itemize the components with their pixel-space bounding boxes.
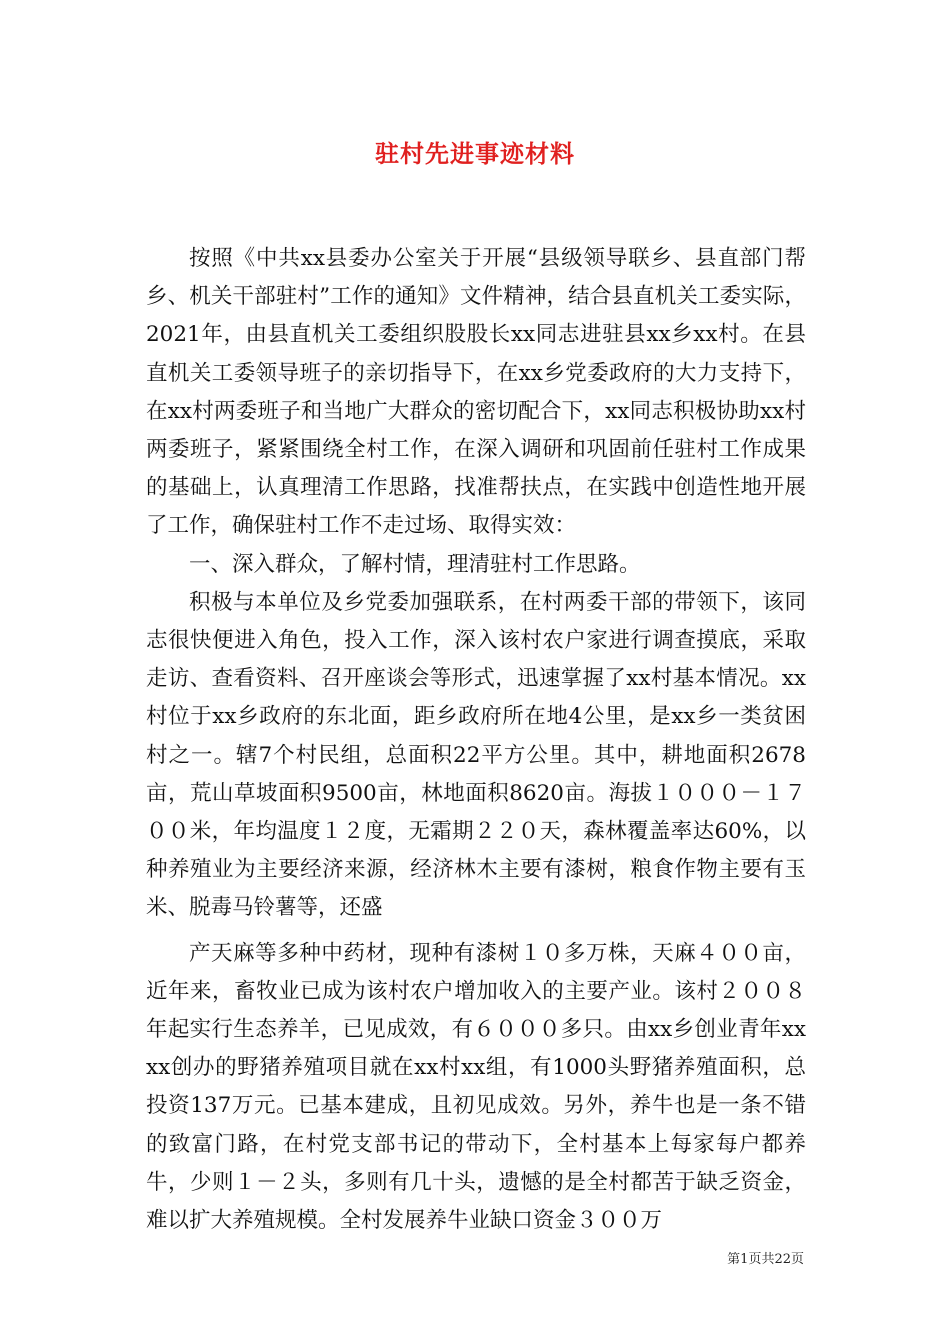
page-number-footer: 第1页共22页: [727, 1252, 804, 1267]
paragraph-industry: 产天麻等多种中药材，现种有漆树１０多万株，天麻４００亩，近年来，畜牧业已成为该村农户增加收入的主要产业。该村２００８年起实行生态养羊，已见成效，有６０００多只。由xx乡创业青年xxxx创办的野猪养殖项目就在xx村xx组，有1000头野猪养殖面积，总投资137万元。已基本建成，且初见成效。另外，养牛也是一条不错的致富门路，在村党支部书记的带动下，全村基本上每家每户都养牛，少则１－２头，多则有几十头，遗憾的是全村都苦于缺乏资金，难以扩大养殖规模。全村发展养牛业缺口资金３００万: [146, 940, 806, 1234]
document-body: [146, 240, 806, 1240]
section-heading: 一、深入群众，了解村情，理清驻村工作思路。: [189, 551, 641, 577]
paragraph-intro: 按照《中共xx县委办公室关于开展“县级领导联乡、县直部门帮乡、机关干部驻村”工作的通知》文件精神，结合县直机关工委实际，2021年，由县直机关工委组织股股长xx同志进驻县xx乡xx村。在县直机关工委领导班子的亲切指导下，在xx乡党委政府的大力支持下，在xx村两委班子和当地广大群众的密切配合下，xx同志积极协助xx村两委班子，紧紧围绕全村工作，在深入调研和巩固前任驻村工作成果的基础上，认真理清工作思路，找准帮扶点，在实践中创造性地开展了工作，确保驻村工作不走过场、取得实效：: [146, 246, 806, 539]
paragraph-village-overview: 积极与本单位及乡党委加强联系，在村两委干部的带领下，该同志很快便进入角色，投入工作，深入该村农户家进行调查摸底，采取走访、查看资料、召开座谈会等形式，迅速掌握了xx村基本情况。xx村位于xx乡政府的东北面，距乡政府所在地4公里，是xx乡一类贫困村之一。辖7个村民组，总面积22平方公里。其中，耕地面积2678亩，荒山草坡面积9500亩，林地面积8620亩。海拔１０００－１７００米，年均温度１２度，无霜期２２０天，森林覆盖率达60%，以种养殖业为主要经济来源，经济林木主要有漆树，粮食作物主要有玉米、脱毒马铃薯等，还盛: [146, 589, 806, 921]
document-title: 驻村先进事迹材料: [375, 139, 575, 168]
